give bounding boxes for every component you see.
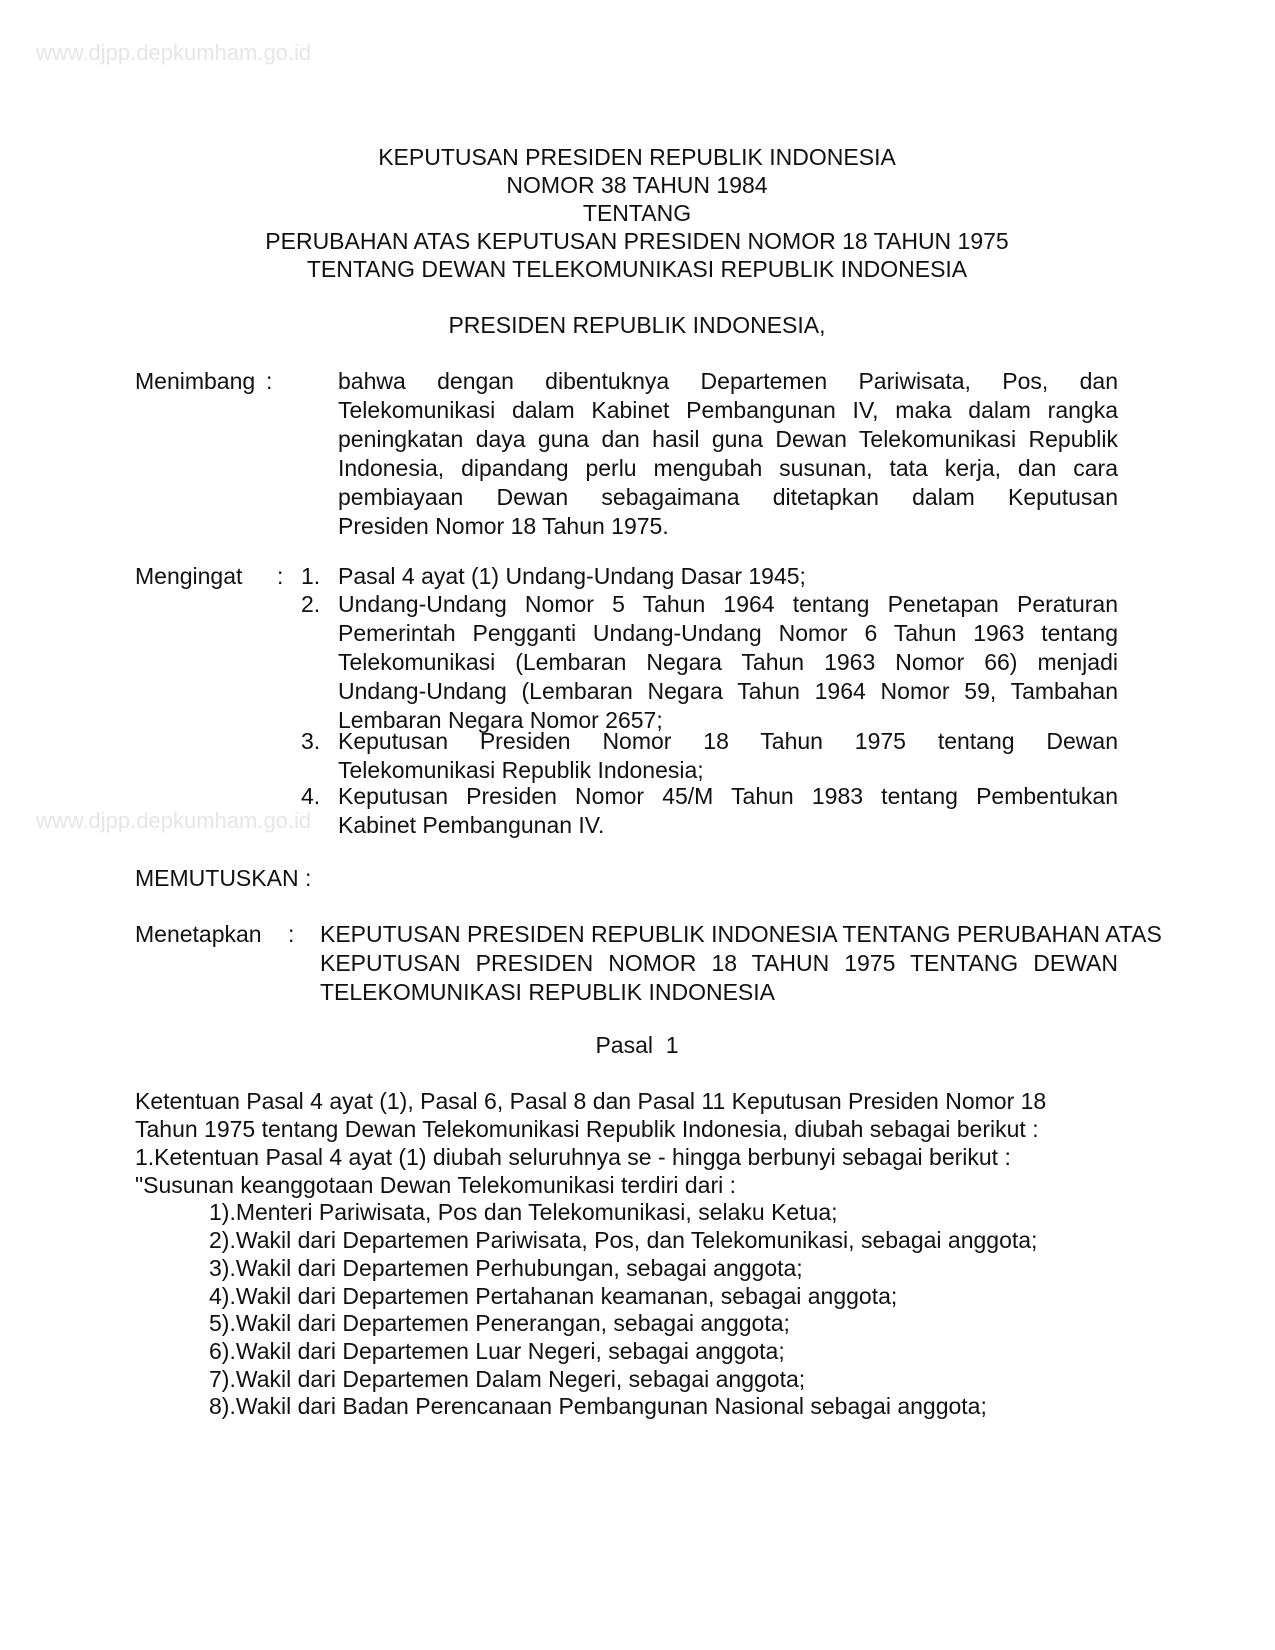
text-line: Telekomunikasi (Lembaran Negara Tahun 1963 Nomor 66) menjadi [338, 649, 1118, 675]
menetapkan-text [320, 920, 1162, 1007]
text-line: Undang-Undang (Lembaran Negara Tahun 1964 Nomor 59, Tambahan [338, 678, 1118, 704]
text-line: Pemerintah Pengganti Undang-Undang Nomor 6 Tahun 1963 tentang [338, 620, 1118, 646]
document-subject: PERUBAHAN ATAS KEPUTUSAN PRESIDEN NOMOR 18 TAHUN 1975 [265, 228, 1009, 254]
pasal-heading: Pasal 1 [595, 1032, 679, 1058]
text-line: Undang-Undang Nomor 5 Tahun 1964 tentang Penetapan Peraturan [338, 591, 1118, 617]
text-line: bahwa dengan dibentuknya Departemen Pariwisata, Pos, dan [338, 368, 1118, 394]
document-subject-cont: TENTANG DEWAN TELEKOMUNIKASI REPUBLIK INDONESIA [306, 256, 968, 282]
text-line: peningkatan daya guna dan hasil guna Dewan Telekomunikasi Republik [338, 426, 1118, 452]
text-line: Lembaran Negara Nomor 2657; [338, 707, 663, 733]
member-item: 3).Wakil dari Departemen Perhubungan, sebagai anggota; [209, 1255, 803, 1281]
text-line: Kabinet Pembangunan IV. [338, 812, 605, 838]
document-tentang: TENTANG [582, 200, 692, 226]
menimbang-colon: : [266, 368, 273, 394]
pasal-text: "Susunan keanggotaan Dewan Telekomunikasi terdiri dari : [135, 1172, 736, 1198]
item-number: 2. [301, 591, 321, 617]
text-line: Presiden Nomor 18 Tahun 1975. [338, 513, 669, 539]
pasal-text: Tahun 1975 tentang Dewan Telekomunikasi Republik Indonesia, diubah sebagai berikut : [135, 1116, 1039, 1142]
text-line: Indonesia, dipandang perlu mengubah susunan, tata kerja, dan cara [338, 455, 1118, 481]
member-item: 6).Wakil dari Departemen Luar Negeri, sebagai anggota; [209, 1338, 785, 1364]
text-line: Keputusan Presiden Nomor 45/M Tahun 1983 tentang Pembentukan [338, 783, 1118, 809]
document-title: KEPUTUSAN PRESIDEN REPUBLIK INDONESIA [378, 144, 896, 170]
member-item: 8).Wakil dari Badan Perencanaan Pembangunan Nasional sebagai anggota; [209, 1393, 987, 1419]
watermark: www.djpp.depkumham.go.id [36, 40, 312, 65]
item-number: 4. [301, 783, 321, 809]
text-line: TELEKOMUNIKASI REPUBLIK INDONESIA [320, 979, 776, 1005]
item-number: 1. [301, 563, 321, 589]
mengingat-colon: : [277, 563, 284, 589]
pasal-text: Ketentuan Pasal 4 ayat (1), Pasal 6, Pasal 8 dan Pasal 11 Keputusan Presiden Nomor 18 [135, 1088, 1047, 1114]
item-number: 3. [301, 728, 321, 754]
text-line: Pasal 4 ayat (1) Undang-Undang Dasar 1945; [338, 563, 806, 589]
mengingat-label: Mengingat [135, 563, 243, 589]
menimbang-text [338, 367, 1118, 541]
menetapkan-label: Menetapkan [135, 921, 262, 947]
text-line: Telekomunikasi Republik Indonesia; [338, 757, 704, 783]
member-item: 1).Menteri Pariwisata, Pos dan Telekomunikasi, selaku Ketua; [209, 1199, 838, 1225]
text-line: pembiayaan Dewan sebagaimana ditetapkan dalam Keputusan [338, 484, 1118, 510]
text-line: KEPUTUSAN PRESIDEN NOMOR 18 TAHUN 1975 TENTANG DEWAN [320, 950, 1118, 976]
member-item: 5).Wakil dari Departemen Penerangan, sebagai anggota; [209, 1310, 790, 1336]
member-item: 4).Wakil dari Departemen Pertahanan keamanan, sebagai anggota; [209, 1283, 898, 1309]
watermark: www.djpp.depkumham.go.id [36, 808, 312, 833]
memutuskan-heading: MEMUTUSKAN : [135, 865, 312, 891]
menimbang-label: Menimbang [135, 368, 256, 394]
text-line: Keputusan Presiden Nomor 18 Tahun 1975 tentang Dewan [338, 728, 1118, 754]
pasal-text: 1.Ketentuan Pasal 4 ayat (1) diubah seluruhnya se - hingga berbunyi sebagai berikut : [135, 1144, 1011, 1170]
menetapkan-colon: : [288, 921, 295, 947]
member-item: 7).Wakil dari Departemen Dalam Negeri, sebagai anggota; [209, 1366, 806, 1392]
issuer-heading: PRESIDEN REPUBLIK INDONESIA, [448, 312, 826, 338]
text-line: KEPUTUSAN PRESIDEN REPUBLIK INDONESIA TENTANG PERUBAHAN ATAS [320, 921, 1162, 947]
document-number: NOMOR 38 TAHUN 1984 [506, 172, 768, 198]
text-line: Telekomunikasi dalam Kabinet Pembangunan IV, maka dalam rangka [338, 397, 1118, 423]
member-item: 2).Wakil dari Departemen Pariwisata, Pos, dan Telekomunikasi, sebagai anggota; [209, 1227, 1038, 1253]
